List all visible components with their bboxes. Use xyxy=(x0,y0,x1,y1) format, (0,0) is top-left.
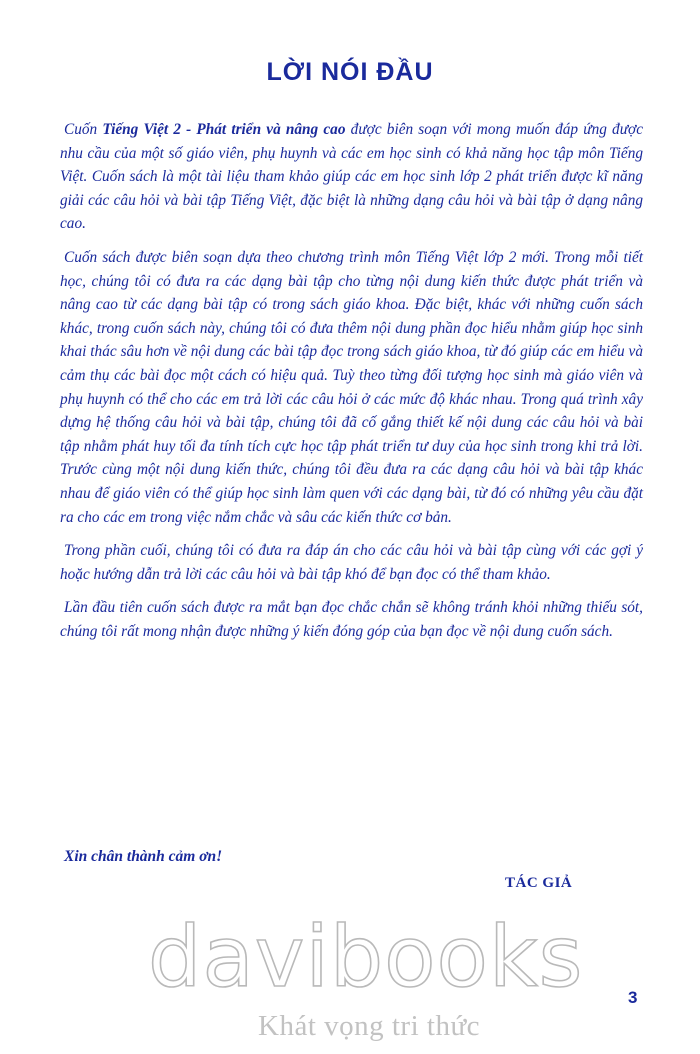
author-signature: TÁC GIẢ xyxy=(505,875,573,891)
paragraph-1 xyxy=(60,118,643,236)
page-number: 3 xyxy=(628,988,638,1007)
paragraph-1-lead: Cuốn xyxy=(64,121,98,138)
page-title: LỜI NÓI ĐẦU xyxy=(266,58,434,86)
watermark-brand: davibooks xyxy=(148,908,584,1006)
paragraph-2: Cuốn sách được biên soạn dựa theo chương trình môn Tiếng Việt lớp 2 mới. Trong mỗi tiết học, chúng tôi có đưa ra các dạng bài tập cho từng nội dung kiến thức được phát triển và nâng cao từ các dạng bài tập có trong sách giáo khoa. Đặc biệt, khác với những cuốn sách khác, trong cuốn sách này, chúng tôi có đưa thêm nội dung phần đọc hiểu nhằm giúp học sinh khai thác sâu hơn về nội dung các bài tập đọc trong sách giáo khoa, từ đó giúp các em hiểu và cảm thụ các bài đọc một cách có hiệu quả. Tuỳ theo từng đối tượng học sinh mà giáo viên và phụ huynh có thể cho các em trả lời các câu hỏi ở các mức độ khác nhau. Trong quá trình xây dựng hệ thống câu hỏi và bài tập, chúng tôi đã cố gắng thiết kế nội dung các câu hỏi và bài tập nhằm phát huy tối đa tính tích cực học tập phát triển tư duy của học sinh trong khi trả lời. Trước cùng một nội dung kiến thức, chúng tôi đều đưa ra các dạng câu hỏi và bài tập khác nhau để giáo viên có thể giúp học sinh làm quen với các dạng bài, từ đó có những yêu cầu đặt ra cho các em trong việc nắm chắc và sâu các kiến thức cơ bản. xyxy=(60,248,643,526)
watermark-slogan: Khát vọng tri thức xyxy=(258,1010,481,1042)
paragraph-3: Trong phần cuối, chúng tôi có đưa ra đáp án cho các câu hỏi và bài tập cùng với các gợi ý hoặc hướng dẫn trả lời các câu hỏi và bài tập khó để bạn đọc có thể tham khảo. xyxy=(60,542,643,583)
paragraph-1-rest: được biên soạn với mong muốn đáp ứng được nhu cầu của một số giáo viên, phụ huynh và các em học sinh có khả năng học tập môn Tiếng Việt. Cuốn sách là một tài liệu tham khảo giúp các em học sinh lớp 2 phát triển được kĩ năng giải các câu hỏi và bài tập Tiếng Việt, đặc biệt là những dạng câu hỏi và bài tập ở dạng nâng cao. xyxy=(60,121,644,233)
paragraph-4: Lần đầu tiên cuốn sách được ra mắt bạn đọc chắc chắn sẽ không tránh khỏi những thiếu sót, chúng tôi rất mong nhận được những ý kiến đóng góp của bạn đọc về nội dung cuốn sách. xyxy=(60,599,643,640)
book-title: Tiếng Việt 2 - Phát triển và nâng cao xyxy=(102,121,346,138)
thanks-line: Xin chân thành cảm ơn! xyxy=(64,848,223,865)
preface-body xyxy=(60,118,643,653)
